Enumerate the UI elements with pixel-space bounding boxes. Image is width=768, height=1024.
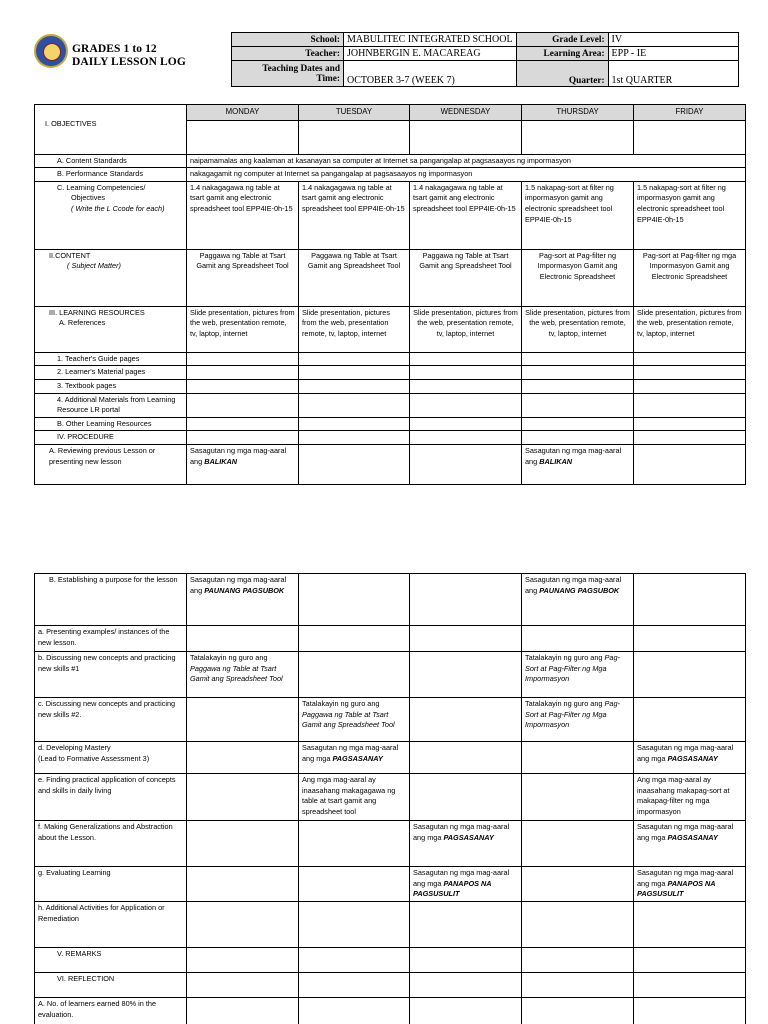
discuss1-mon (187, 652, 299, 698)
performance-standards-value: nakagagamit ng computer at Internet sa pangangalap at pagsasaayos ng impormasyon (187, 168, 746, 182)
mastery-fri-em: PAGSASANAY (667, 753, 718, 763)
lesson-log-table-page2 (34, 573, 746, 1024)
content-standards-label: A. Content Standards (35, 154, 187, 168)
references-label: A. References (59, 318, 106, 328)
dates-label (232, 61, 344, 87)
generalization-fri (634, 821, 746, 867)
day-header-tuesday: TUESDAY (299, 105, 410, 121)
evaluation-fri-text: Sasagutan ng mga mag-aaral ang mga (637, 868, 734, 888)
practical-label: e. Finding practical application of concepts and skills in daily living (35, 774, 187, 821)
discuss1-label: b. Discussing new concepts and practicing new skills #1 (35, 652, 187, 698)
practical-fri: Ang mga mag-aaral ay inaasahang makapag-sort at makapag-filter ng mga impormasyon (634, 774, 746, 821)
resources-wed: Slide presentation, pictures from the web, presentation remote, tv, laptop, internet (410, 306, 522, 352)
remarks-heading: V. REMARKS (35, 948, 187, 973)
competency-mon: 1.4 nakagagawa ng table at tsart gamit ang electronic spreadsheet tool EPP4IE-0h-15 (187, 181, 299, 249)
generalization-wed (410, 821, 522, 867)
form-title-line1: GRADES 1 to 12 (72, 43, 157, 55)
generalization-wed-text: Sasagutan ng mga mag-aaral ang mga (413, 822, 510, 842)
quarter-label: Quarter: (516, 61, 608, 87)
teachers-guide-label: 1. Teacher's Guide pages (35, 352, 187, 366)
purpose-mon (187, 574, 299, 626)
objectives-tue (299, 120, 410, 154)
discuss1-mon-em: Paggawa ng Table at Tsart Gamit ang Spreadsheet Tool (190, 663, 283, 684)
purpose-label: B. Establishing a purpose for the lesson (35, 574, 187, 626)
review-mon-text: Sasagutan ng mga mag-aaral ang (190, 445, 287, 466)
additional-materials-label: 4. Additional Materials from Learning Resource LR portal (35, 393, 187, 417)
discuss1-thu (522, 652, 634, 698)
content-standards-value: naipamamalas ang kaalaman at kasanayan sa computer at Internet sa pangangalap at pagsasaayos ng impormasyon (187, 154, 746, 168)
teacher-value: JOHNBERGIN E. MACAREAG (344, 47, 517, 61)
content-thu: Pag-sort at Pag-filter ng Impormasyon Gamit ang Electronic Spreadsheet (522, 249, 634, 306)
school-value: MABULITEC INTEGRATED SCHOOL (344, 33, 517, 47)
content-wed: Paggawa ng Table at Tsart Gamit ang Spreadsheet Tool (410, 249, 522, 306)
content-label-line2: ( Subject Matter) (67, 261, 121, 271)
competencies-label-line1: C. Learning Competencies/ (57, 182, 146, 192)
mastery-tue-text: Sasagutan ng mga mag-aaral ang mga (302, 743, 399, 763)
content-label (35, 249, 187, 306)
generalization-wed-em: PAGSASANAY (443, 832, 494, 842)
purpose-thu-em: PAUNANG PAGSUBOK (539, 585, 620, 595)
reflection-heading: VI. REFLECTION (35, 973, 187, 998)
review-thu-text: Sasagutan ng mga mag-aaral ang (525, 445, 622, 466)
procedure-heading: IV. PROCEDURE (35, 431, 187, 445)
mastery-label (35, 742, 187, 774)
purpose-thu (522, 574, 634, 626)
objectives-wed (410, 120, 522, 154)
dates-label-line2: Time: (316, 73, 340, 84)
competency-wed: 1.4 nakagagawa ng table at tsart gamit ang electronic spreadsheet tool EPP4IE-0h-15 (410, 181, 522, 249)
objectives-fri (634, 120, 746, 154)
content-mon: Paggawa ng Table at Tsart Gamit ang Spreadsheet Tool (187, 249, 299, 306)
review-mon (187, 444, 299, 484)
day-header-thursday: THURSDAY (522, 105, 634, 121)
review-label: A. Reviewing previous Lesson or presenting new lesson (35, 444, 187, 484)
form-title (72, 43, 186, 69)
discuss2-label: c. Discussing new concepts and practicing new skills #2. (35, 698, 187, 742)
mastery-fri-text: Sasagutan ng mga mag-aaral ang mga (637, 743, 734, 763)
competencies-label-line3: ( Write the L Ccode for each) (71, 203, 165, 213)
discuss2-tue (299, 698, 410, 742)
resources-label (35, 306, 187, 352)
grade-label: Grade Level: (516, 33, 608, 47)
teacher-label: Teacher: (232, 47, 344, 61)
dates-label-line1: Teaching Dates and (262, 63, 340, 74)
content-tue: Paggawa ng Table at Tsart Gamit ang Spreadsheet Tool (299, 249, 410, 306)
mastery-fri (634, 742, 746, 774)
discuss2-thu-em: Pag-Sort at Pag-Filter ng Mga Impormasyon (525, 699, 620, 730)
learning-resources-label: III. LEARNING RESOURCES (49, 307, 145, 317)
practical-tue: Ang mga mag-aaral ay inaasahang makagagawa ng table at tsart gamit ang spreadsheet tool (299, 774, 410, 821)
textbook-label: 3. Textbook pages (35, 379, 187, 393)
mastery-tue-em: PAGSASANAY (332, 753, 383, 763)
mastery-label-line1: d. Developing Mastery (38, 743, 111, 752)
performance-standards-label: B. Performance Standards (35, 168, 187, 182)
generalization-fri-em: PAGSASANAY (667, 832, 718, 842)
purpose-mon-text: Sasagutan ng mga mag-aaral ang (190, 575, 287, 595)
discuss1-thu-text: Tatalakayin ng guro ang (525, 653, 605, 662)
mastery-tue (299, 742, 410, 774)
dates-value: OCTOBER 3-7 (WEEK 7) (344, 61, 517, 87)
additional-activities-label: h. Additional Activities for Application or Remediation (35, 902, 187, 948)
content-fri: Pag-sort at Pag-filter ng mga Impormasyon Gamit ang Electronic Spreadsheet (634, 249, 746, 306)
discuss2-tue-em: Paggawa ng Table at Tsart Gamit ang Spreadsheet Tool (302, 709, 395, 730)
competency-tue: 1.4 nakagagawa ng table at tsart gamit ang electronic spreadsheet tool EPP4IE-0h-15 (299, 181, 410, 249)
quarter-value: 1st QUARTER (608, 61, 738, 87)
objectives-thu (522, 120, 634, 154)
generalization-label: f. Making Generalizations and Abstraction about the Lesson. (35, 821, 187, 867)
review-mon-em: BALIKAN (204, 456, 238, 466)
mastery-label-line2: (Lead to Formative Assessment 3) (38, 753, 150, 763)
evaluation-wed (410, 867, 522, 902)
area-value: EPP - IE (608, 47, 738, 61)
review-thu (522, 444, 634, 484)
deped-seal-logo (34, 34, 68, 68)
area-label: Learning Area: (516, 47, 608, 61)
purpose-thu-text: Sasagutan ng mga mag-aaral ang (525, 575, 622, 595)
competencies-label (35, 181, 187, 249)
day-header-friday: FRIDAY (634, 105, 746, 121)
discuss2-thu-text: Tatalakayin ng guro ang (525, 699, 605, 708)
competencies-label-line2: Objectives (71, 193, 106, 203)
day-header-wednesday: WEDNESDAY (410, 105, 522, 121)
resources-thu: Slide presentation, pictures from the web, presentation remote, tv, laptop, internet (522, 306, 634, 352)
discuss2-thu (522, 698, 634, 742)
form-title-line2: DAILY LESSON LOG (72, 56, 186, 68)
day-header-monday: MONDAY (187, 105, 299, 121)
resources-mon: Slide presentation, pictures from the web, presentation remote, tv, laptop, internet (187, 306, 299, 352)
resources-tue: Slide presentation, pictures from the web, presentation remote, tv, laptop, internet (299, 306, 410, 352)
other-resources-label: B. Other Learning Resources (35, 417, 187, 431)
generalization-fri-text: Sasagutan ng mga mag-aaral ang mga (637, 822, 734, 842)
evaluation-label: g. Evaluating Learning (35, 867, 187, 902)
objectives-heading: I. OBJECTIVES (35, 105, 187, 155)
school-label: School: (232, 33, 344, 47)
objectives-mon (187, 120, 299, 154)
evaluation-fri-em: PANAPOS NA PAGSUSULIT (637, 878, 716, 899)
learners-material-label: 2. Learner's Material pages (35, 366, 187, 380)
evaluation-wed-text: Sasagutan ng mga mag-aaral ang mga (413, 868, 510, 888)
discuss1-mon-text: Tatalakayin ng guro ang (190, 653, 268, 662)
discuss2-tue-text: Tatalakayin ng guro ang (302, 699, 380, 708)
learners-80-label: A. No. of learners earned 80% in the evaluation. (35, 998, 187, 1024)
competency-thu: 1.5 nakapag-sort at filter ng impormasyon gamit ang electronic spreadsheet tool EPP4IE-0h-15 (522, 181, 634, 249)
lesson-log-table-page1 (34, 104, 746, 485)
header-info-table (231, 32, 739, 87)
discuss1-thu-em: Pag-Sort at Pag-Filter ng Mga Impormasyon (525, 653, 620, 684)
grade-value: IV (608, 33, 738, 47)
evaluation-wed-em: PANAPOS NA PAGSUSULIT (413, 878, 492, 899)
competency-fri: 1.5 nakapag-sort at filter ng impormasyon gamit ang electronic spreadsheet tool EPP4IE-0h-15 (634, 181, 746, 249)
evaluation-fri (634, 867, 746, 902)
resources-fri: Slide presentation, pictures from the web, presentation remote, tv, laptop, internet (634, 306, 746, 352)
review-thu-em: BALIKAN (539, 456, 573, 466)
content-label-line1: II.CONTENT (49, 250, 91, 260)
purpose-mon-em: PAUNANG PAGSUBOK (204, 585, 285, 595)
examples-label: a. Presenting examples/ instances of the new lesson. (35, 626, 187, 652)
